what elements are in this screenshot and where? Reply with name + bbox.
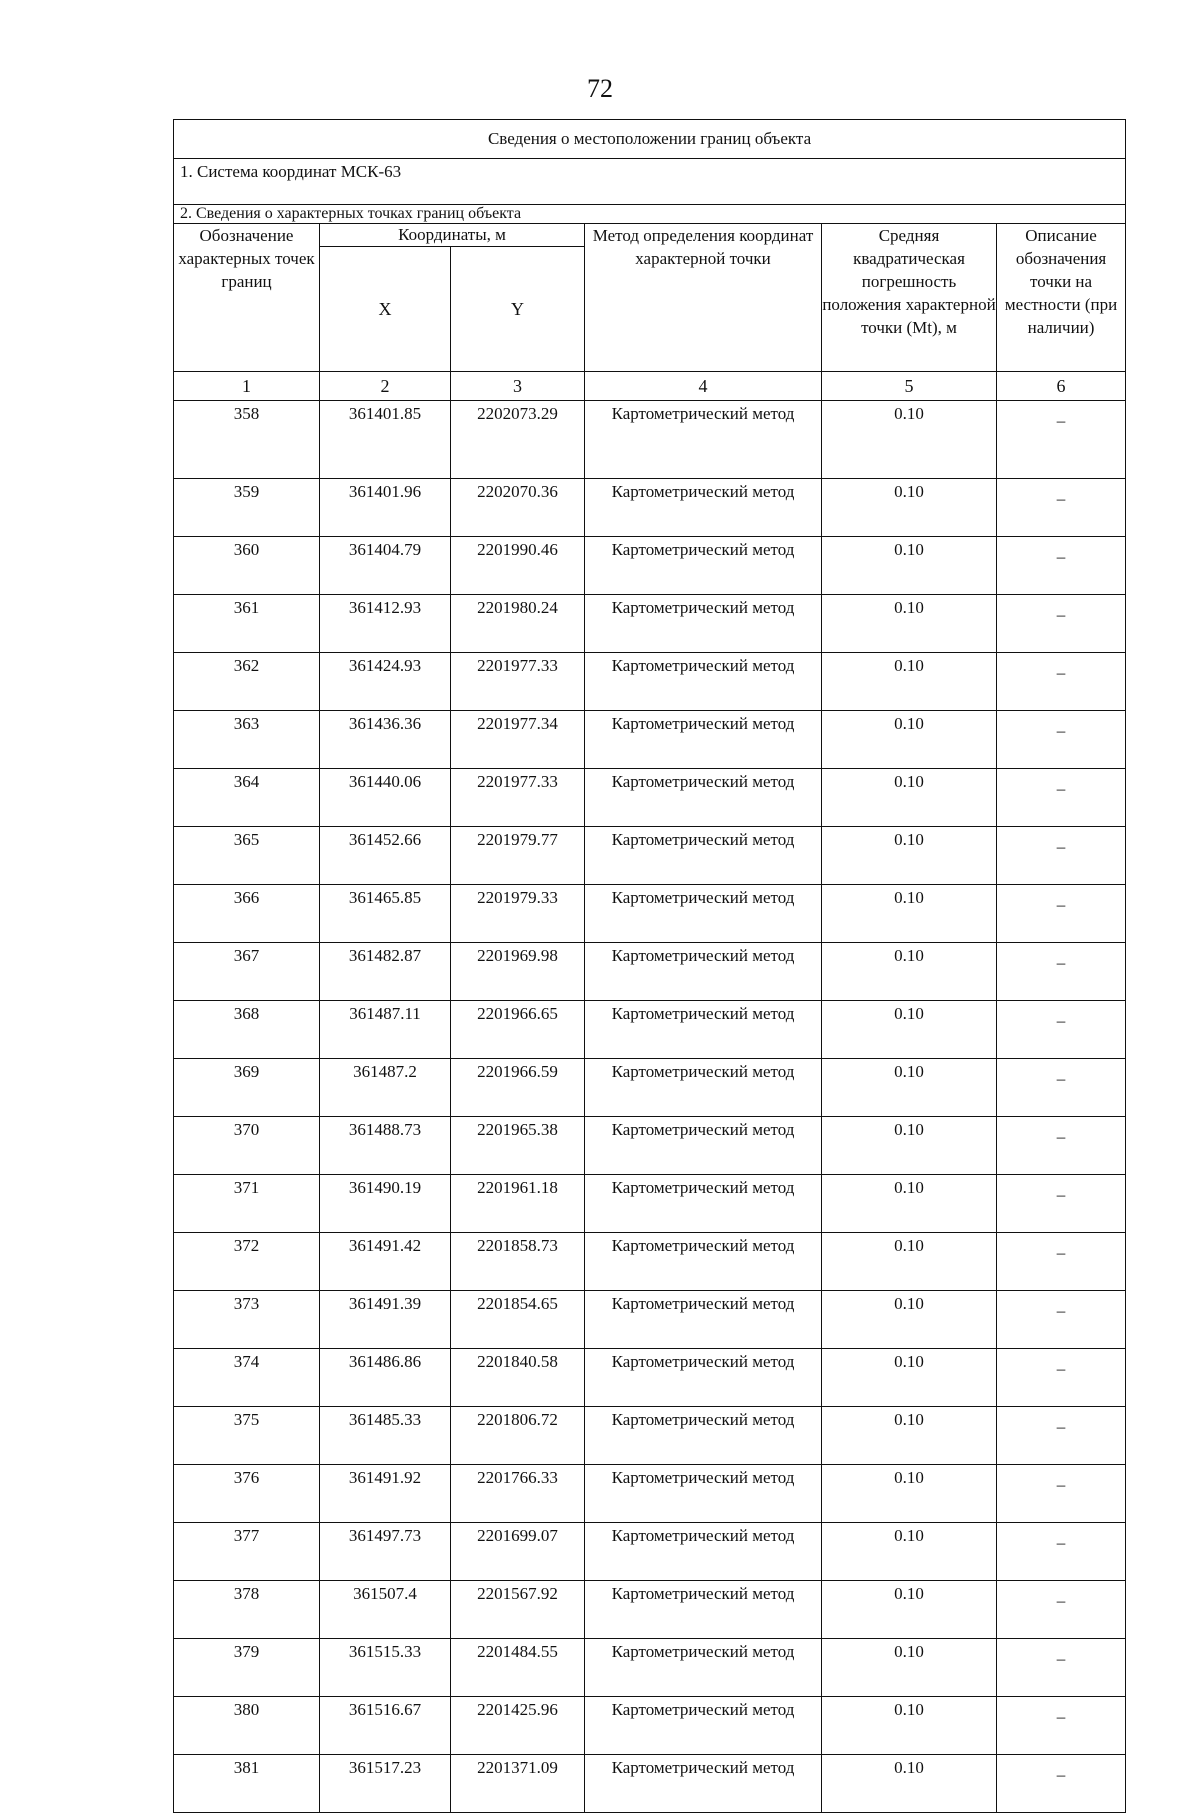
error-cell: 0.10: [822, 479, 997, 537]
point-cell: 369: [174, 1059, 320, 1117]
point-cell: 361: [174, 595, 320, 653]
x-coordinate-cell: 361401.96: [320, 479, 451, 537]
table-row: [174, 1581, 1126, 1639]
y-coordinate-cell: 2201840.58: [451, 1349, 585, 1407]
method-cell: Картометрический метод: [585, 479, 822, 537]
method-cell: Картометрический метод: [585, 769, 822, 827]
column-numbers-row: [174, 372, 1126, 401]
description-cell: –: [997, 401, 1126, 479]
method-cell: Картометрический метод: [585, 1523, 822, 1581]
error-cell: 0.10: [822, 1581, 997, 1639]
x-coordinate-cell: 361490.19: [320, 1175, 451, 1233]
column-number: 1: [174, 372, 320, 401]
boundary-points-table: [173, 119, 1126, 1813]
y-coordinate-cell: 2201980.24: [451, 595, 585, 653]
header-method: Метод определения координат характерной точки: [585, 224, 822, 372]
point-cell: 371: [174, 1175, 320, 1233]
table-row: [174, 401, 1126, 479]
table-row: [174, 479, 1126, 537]
table-row: [174, 711, 1126, 769]
y-coordinate-cell: 2201699.07: [451, 1523, 585, 1581]
description-cell: –: [997, 653, 1126, 711]
method-cell: Картометрический метод: [585, 595, 822, 653]
point-cell: 359: [174, 479, 320, 537]
point-cell: 381: [174, 1755, 320, 1813]
table-row: [174, 1523, 1126, 1581]
table-row: [174, 1639, 1126, 1697]
point-cell: 376: [174, 1465, 320, 1523]
description-cell: –: [997, 1059, 1126, 1117]
header-coordinates: Координаты, м: [320, 224, 585, 247]
error-cell: 0.10: [822, 1639, 997, 1697]
table-row: [174, 943, 1126, 1001]
x-coordinate-cell: 361487.2: [320, 1059, 451, 1117]
error-cell: 0.10: [822, 1697, 997, 1755]
description-cell: –: [997, 1175, 1126, 1233]
description-cell: –: [997, 1465, 1126, 1523]
x-coordinate-cell: 361412.93: [320, 595, 451, 653]
point-cell: 378: [174, 1581, 320, 1639]
point-cell: 372: [174, 1233, 320, 1291]
x-coordinate-cell: 361401.85: [320, 401, 451, 479]
method-cell: Картометрический метод: [585, 885, 822, 943]
error-cell: 0.10: [822, 401, 997, 479]
point-cell: 379: [174, 1639, 320, 1697]
y-coordinate-cell: 2201425.96: [451, 1697, 585, 1755]
x-coordinate-cell: 361516.67: [320, 1697, 451, 1755]
table-row: [174, 1697, 1126, 1755]
error-cell: 0.10: [822, 1349, 997, 1407]
description-cell: –: [997, 595, 1126, 653]
description-cell: –: [997, 1349, 1126, 1407]
error-cell: 0.10: [822, 1755, 997, 1813]
method-cell: Картометрический метод: [585, 1233, 822, 1291]
description-cell: –: [997, 479, 1126, 537]
y-coordinate-cell: 2201965.38: [451, 1117, 585, 1175]
description-cell: –: [997, 827, 1126, 885]
description-cell: –: [997, 1523, 1126, 1581]
point-cell: 368: [174, 1001, 320, 1059]
method-cell: Картометрический метод: [585, 401, 822, 479]
description-cell: –: [997, 537, 1126, 595]
table-row: [174, 595, 1126, 653]
table-row: [174, 1117, 1126, 1175]
header-point: Обозначение характерных точек границ: [174, 224, 320, 372]
method-cell: Картометрический метод: [585, 827, 822, 885]
x-coordinate-cell: 361486.86: [320, 1349, 451, 1407]
error-cell: 0.10: [822, 1117, 997, 1175]
boundary-table-container: [173, 119, 1125, 1813]
method-cell: Картометрический метод: [585, 1755, 822, 1813]
point-cell: 362: [174, 653, 320, 711]
table-row: [174, 1059, 1126, 1117]
table-row: [174, 1407, 1126, 1465]
y-coordinate-cell: 2201858.73: [451, 1233, 585, 1291]
method-cell: Картометрический метод: [585, 1117, 822, 1175]
x-coordinate-cell: 361517.23: [320, 1755, 451, 1813]
table-row: [174, 1465, 1126, 1523]
description-cell: –: [997, 1755, 1126, 1813]
y-coordinate-cell: 2201977.33: [451, 769, 585, 827]
point-cell: 375: [174, 1407, 320, 1465]
point-cell: 370: [174, 1117, 320, 1175]
table-row: [174, 1233, 1126, 1291]
point-cell: 360: [174, 537, 320, 595]
y-coordinate-cell: 2201766.33: [451, 1465, 585, 1523]
error-cell: 0.10: [822, 885, 997, 943]
description-cell: –: [997, 711, 1126, 769]
section-title: 2. Сведения о характерных точках границ объекта: [174, 205, 1126, 224]
error-cell: 0.10: [822, 711, 997, 769]
table-row: [174, 1349, 1126, 1407]
method-cell: Картометрический метод: [585, 1697, 822, 1755]
description-cell: –: [997, 1639, 1126, 1697]
x-coordinate-cell: 361436.36: [320, 711, 451, 769]
x-coordinate-cell: 361507.4: [320, 1581, 451, 1639]
point-cell: 363: [174, 711, 320, 769]
method-cell: Картометрический метод: [585, 1001, 822, 1059]
x-coordinate-cell: 361491.42: [320, 1233, 451, 1291]
x-coordinate-cell: 361452.66: [320, 827, 451, 885]
table-row: [174, 1001, 1126, 1059]
method-cell: Картометрический метод: [585, 653, 822, 711]
page-number: 72: [587, 74, 613, 103]
method-cell: Картометрический метод: [585, 1349, 822, 1407]
header-error: Средняя квадратическая погрешность положения характерной точки (Mt), м: [822, 224, 997, 372]
description-cell: –: [997, 1697, 1126, 1755]
column-number: 3: [451, 372, 585, 401]
y-coordinate-cell: 2201854.65: [451, 1291, 585, 1349]
y-coordinate-cell: 2201969.98: [451, 943, 585, 1001]
x-coordinate-cell: 361487.11: [320, 1001, 451, 1059]
error-cell: 0.10: [822, 1523, 997, 1581]
error-cell: 0.10: [822, 769, 997, 827]
description-cell: –: [997, 943, 1126, 1001]
error-cell: 0.10: [822, 653, 997, 711]
x-coordinate-cell: 361515.33: [320, 1639, 451, 1697]
x-coordinate-cell: 361485.33: [320, 1407, 451, 1465]
table-row: [174, 769, 1126, 827]
description-cell: –: [997, 885, 1126, 943]
method-cell: Картометрический метод: [585, 537, 822, 595]
point-cell: 373: [174, 1291, 320, 1349]
column-number: 5: [822, 372, 997, 401]
description-cell: –: [997, 1291, 1126, 1349]
point-cell: 364: [174, 769, 320, 827]
y-coordinate-cell: 2201966.65: [451, 1001, 585, 1059]
table-row: [174, 537, 1126, 595]
x-coordinate-cell: 361488.73: [320, 1117, 451, 1175]
y-coordinate-cell: 2201979.77: [451, 827, 585, 885]
x-coordinate-cell: 361465.85: [320, 885, 451, 943]
column-number: 6: [997, 372, 1126, 401]
y-coordinate-cell: 2201966.59: [451, 1059, 585, 1117]
table-row: [174, 1755, 1126, 1813]
error-cell: 0.10: [822, 1465, 997, 1523]
error-cell: 0.10: [822, 595, 997, 653]
method-cell: Картометрический метод: [585, 1175, 822, 1233]
method-cell: Картометрический метод: [585, 1291, 822, 1349]
error-cell: 0.10: [822, 1175, 997, 1233]
error-cell: 0.10: [822, 1407, 997, 1465]
point-cell: 374: [174, 1349, 320, 1407]
y-coordinate-cell: 2201977.34: [451, 711, 585, 769]
y-coordinate-cell: 2201806.72: [451, 1407, 585, 1465]
point-cell: 377: [174, 1523, 320, 1581]
method-cell: Картометрический метод: [585, 1465, 822, 1523]
method-cell: Картометрический метод: [585, 1639, 822, 1697]
error-cell: 0.10: [822, 943, 997, 1001]
method-cell: Картометрический метод: [585, 1059, 822, 1117]
y-coordinate-cell: 2202073.29: [451, 401, 585, 479]
description-cell: –: [997, 1407, 1126, 1465]
x-coordinate-cell: 361491.92: [320, 1465, 451, 1523]
x-coordinate-cell: 361440.06: [320, 769, 451, 827]
table-row: [174, 1291, 1126, 1349]
point-cell: 366: [174, 885, 320, 943]
error-cell: 0.10: [822, 1059, 997, 1117]
method-cell: Картометрический метод: [585, 943, 822, 1001]
table-row: [174, 885, 1126, 943]
header-description: Описание обозначения точки на местности (при наличии): [997, 224, 1126, 372]
error-cell: 0.10: [822, 827, 997, 885]
y-coordinate-cell: 2201977.33: [451, 653, 585, 711]
table-row: [174, 1175, 1126, 1233]
error-cell: 0.10: [822, 1001, 997, 1059]
error-cell: 0.10: [822, 1233, 997, 1291]
y-coordinate-cell: 2201990.46: [451, 537, 585, 595]
description-cell: –: [997, 1117, 1126, 1175]
method-cell: Картометрический метод: [585, 1581, 822, 1639]
x-coordinate-cell: 361497.73: [320, 1523, 451, 1581]
description-cell: –: [997, 1581, 1126, 1639]
point-cell: 365: [174, 827, 320, 885]
description-cell: –: [997, 769, 1126, 827]
y-coordinate-cell: 2201567.92: [451, 1581, 585, 1639]
error-cell: 0.10: [822, 1291, 997, 1349]
y-coordinate-cell: 2201961.18: [451, 1175, 585, 1233]
point-cell: 380: [174, 1697, 320, 1755]
description-cell: –: [997, 1001, 1126, 1059]
column-number: 4: [585, 372, 822, 401]
table-title: Сведения о местоположении границ объекта: [174, 120, 1126, 159]
error-cell: 0.10: [822, 537, 997, 595]
point-cell: 358: [174, 401, 320, 479]
x-coordinate-cell: 361424.93: [320, 653, 451, 711]
x-coordinate-cell: 361482.87: [320, 943, 451, 1001]
method-cell: Картометрический метод: [585, 711, 822, 769]
y-coordinate-cell: 2201484.55: [451, 1639, 585, 1697]
coordinate-system: 1. Система координат МСК-63: [174, 159, 1126, 205]
y-coordinate-cell: 2201371.09: [451, 1755, 585, 1813]
y-coordinate-cell: 2201979.33: [451, 885, 585, 943]
point-cell: 367: [174, 943, 320, 1001]
table-row: [174, 827, 1126, 885]
y-coordinate-cell: 2202070.36: [451, 479, 585, 537]
table-row: [174, 653, 1126, 711]
description-cell: –: [997, 1233, 1126, 1291]
column-number: 2: [320, 372, 451, 401]
x-coordinate-cell: 361404.79: [320, 537, 451, 595]
x-coordinate-cell: 361491.39: [320, 1291, 451, 1349]
header-y: Y: [451, 247, 585, 372]
header-x: X: [320, 247, 451, 372]
method-cell: Картометрический метод: [585, 1407, 822, 1465]
